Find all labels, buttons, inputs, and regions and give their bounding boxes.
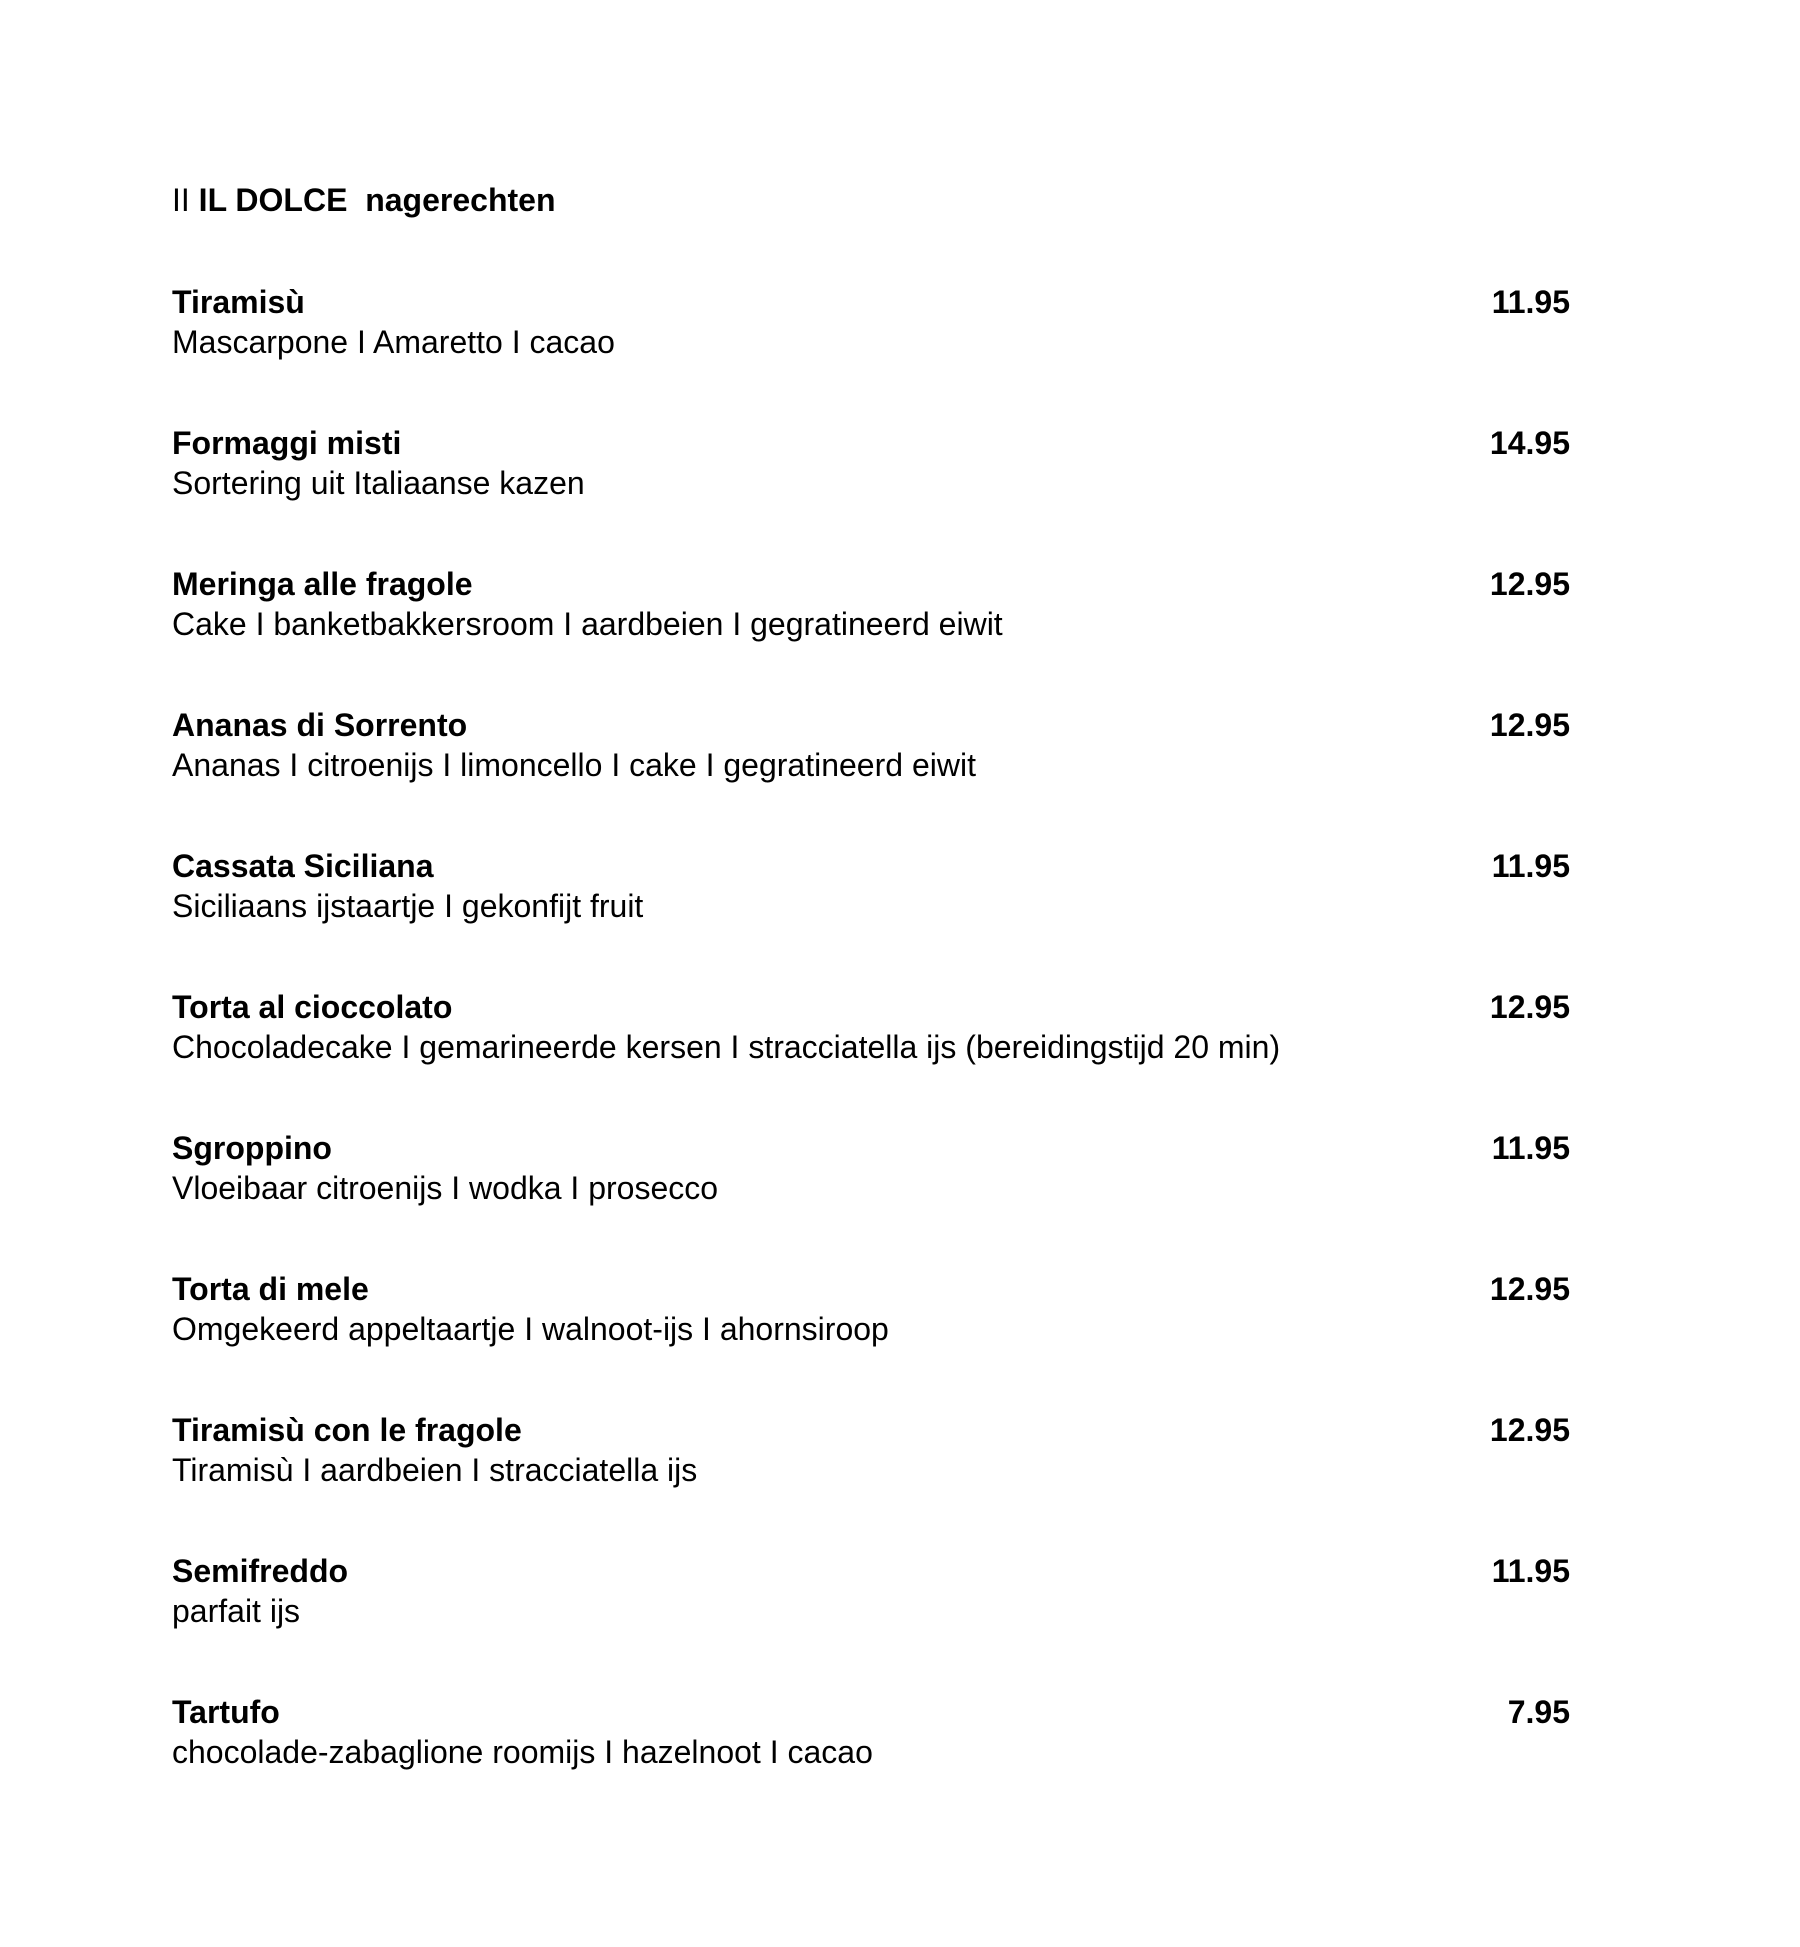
item-price: 7.95 <box>1507 1694 1570 1730</box>
item-description: Siciliaans ijstaartje I gekonfijt fruit <box>172 888 644 924</box>
item-description: parfait ijs <box>172 1593 301 1629</box>
item-price: 11.95 <box>1491 1553 1570 1589</box>
menu-item <box>172 564 1570 705</box>
item-name: Tiramisù con le fragole <box>172 1412 522 1448</box>
menu-item <box>172 1551 1570 1692</box>
dessert-list <box>172 282 1570 1833</box>
item-name: Meringa alle fragole <box>172 566 473 602</box>
item-name: Cassata Siciliana <box>172 848 434 884</box>
item-description: Ananas I citroenijs I limoncello I cake I gegratineerd eiwit <box>172 747 976 783</box>
item-price: 12.95 <box>1489 566 1570 602</box>
menu-item <box>172 1269 1570 1410</box>
item-description: Sortering uit Italiaanse kazen <box>172 465 585 501</box>
item-description: Chocoladecake I gemarineerde kersen I stracciatella ijs (bereidingstijd 20 min) <box>172 1029 1281 1065</box>
menu-item <box>172 705 1570 846</box>
item-name: Semifreddo <box>172 1553 349 1589</box>
item-price: 14.95 <box>1489 425 1570 461</box>
item-name: Sgroppino <box>172 1130 332 1166</box>
page-title <box>172 180 555 220</box>
item-name: Tartufo <box>172 1694 280 1730</box>
menu-item <box>172 1692 1570 1833</box>
item-price: 11.95 <box>1491 848 1570 884</box>
menu-item <box>172 1410 1570 1551</box>
item-description: Mascarpone I Amaretto I cacao <box>172 324 615 360</box>
menu-item <box>172 282 1570 423</box>
item-price: 12.95 <box>1489 1271 1570 1307</box>
item-description: Tiramisù I aardbeien I stracciatella ijs <box>172 1452 698 1488</box>
item-price: 11.95 <box>1491 1130 1570 1166</box>
item-name: Tiramisù <box>172 284 305 320</box>
menu-item <box>172 1128 1570 1269</box>
section-title: IL DOLCE nagerechten <box>198 182 556 218</box>
item-name: Ananas di Sorrento <box>172 707 468 743</box>
item-name: Torta al cioccolato <box>172 989 453 1025</box>
menu-item <box>172 423 1570 564</box>
menu-item <box>172 846 1570 987</box>
item-name: Torta di mele <box>172 1271 369 1307</box>
item-description: Vloeibaar citroenijs I wodka I prosecco <box>172 1170 719 1206</box>
item-price: 12.95 <box>1489 707 1570 743</box>
item-description: Cake I banketbakkersroom I aardbeien I gegratineerd eiwit <box>172 606 1003 642</box>
item-description: chocolade-zabaglione roomijs I hazelnoot I cacao <box>172 1734 873 1770</box>
item-price: 11.95 <box>1491 284 1570 320</box>
item-price: 12.95 <box>1489 989 1570 1025</box>
item-description: Omgekeerd appeltaartje I walnoot-ijs I ahornsiroop <box>172 1311 889 1347</box>
item-price: 12.95 <box>1489 1412 1570 1448</box>
menu-item <box>172 987 1570 1128</box>
item-name: Formaggi misti <box>172 425 402 461</box>
section-number: II <box>172 182 190 218</box>
